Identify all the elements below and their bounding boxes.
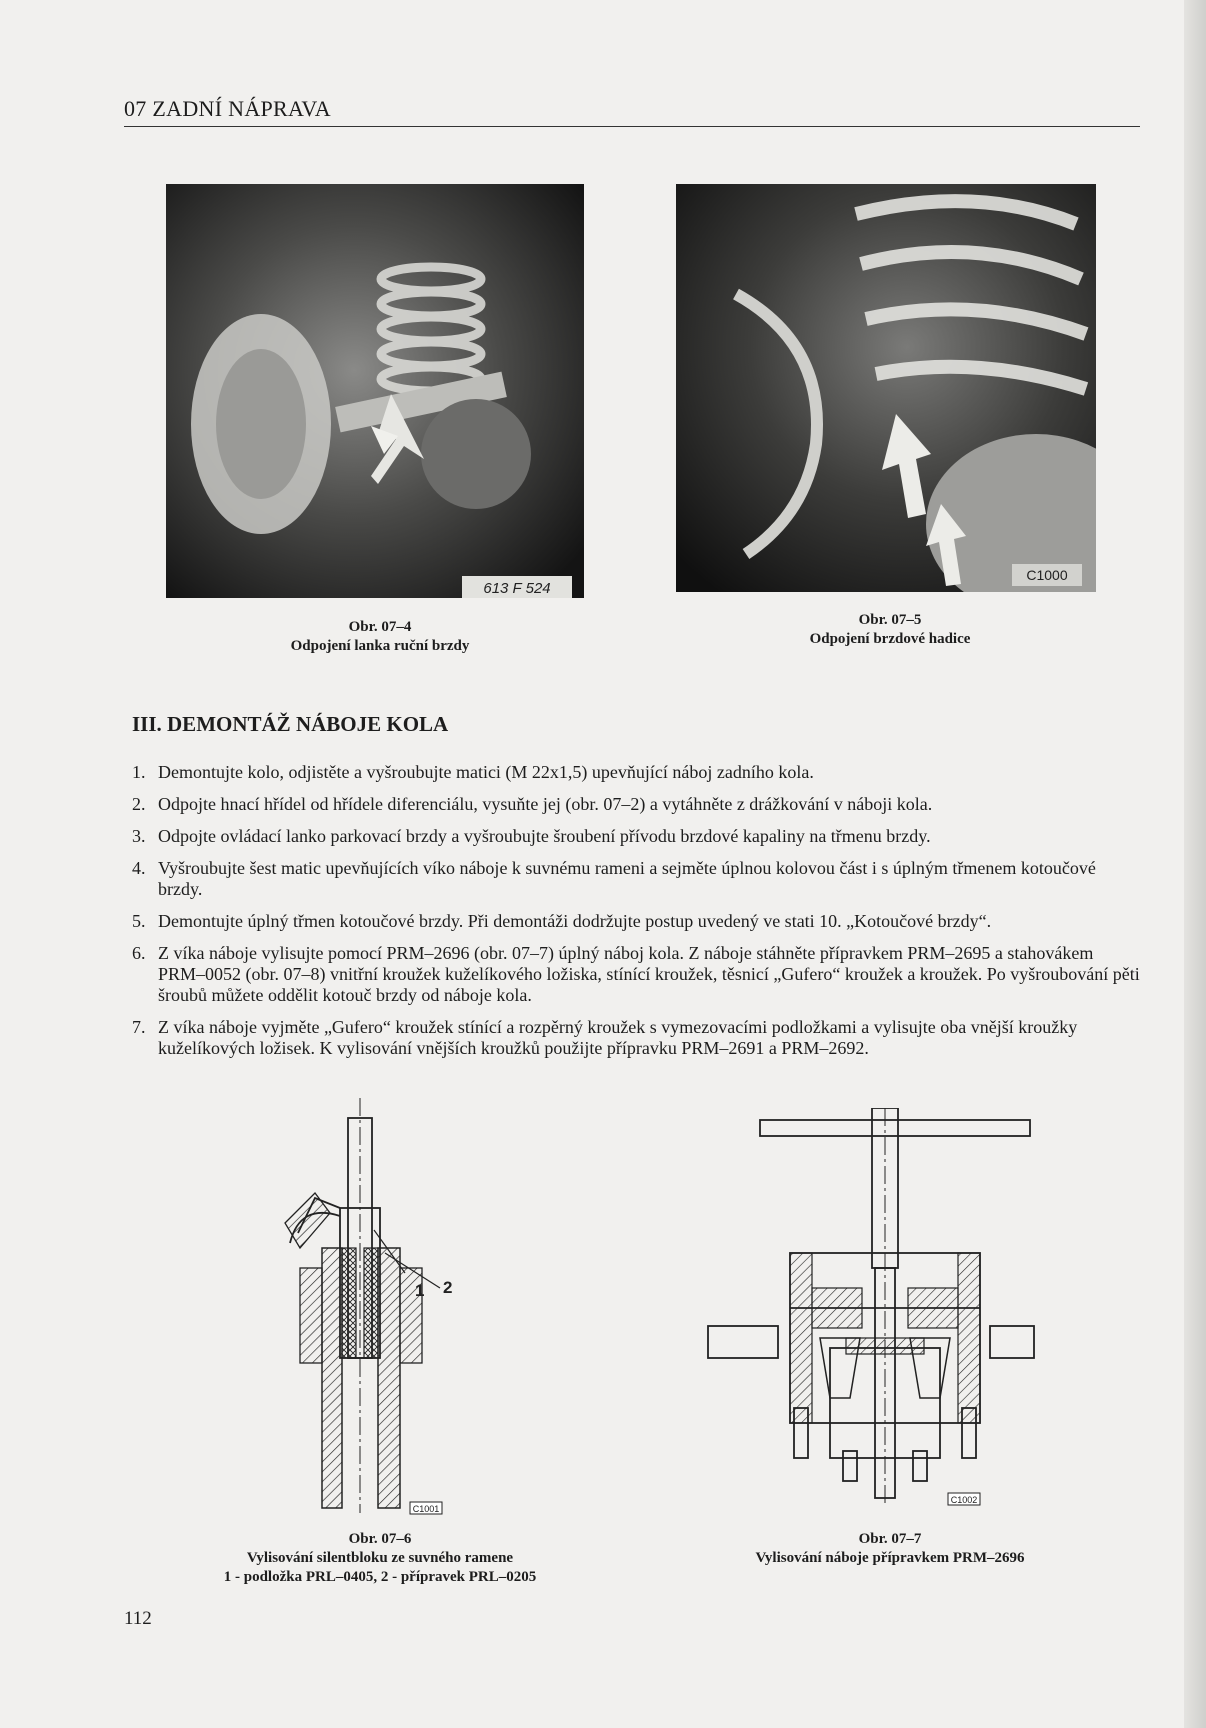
figure-caption-07-6: Vylisování silentbloku ze suvného ramene — [246, 1550, 514, 1566]
caption-fig-07-6 — [170, 1530, 590, 1587]
caption-fig-07-5 — [740, 611, 1040, 649]
header-title: 07 ZADNÍ NÁPRAVA — [124, 96, 331, 121]
drawing-code-07-6: C1001 — [412, 1504, 440, 1514]
photo-fig-07-5 — [676, 184, 1096, 592]
step-list — [132, 762, 1142, 1070]
list-item: 7. Z víka náboje vyjměte „Gufero“ kroužek stínící a rozpěrný kroužek s vymezovacími podložkami a vylisujte oba vnější kroužky kuželíkových ložisek. K vylisování vnějších kroužků použijte přípravku PRM–2691 a PRM–2692. — [132, 1017, 1078, 1058]
page-number: 112 — [124, 1608, 152, 1629]
drawing-code-07-7: C1002 — [950, 1495, 978, 1505]
figure-legend-07-6: 1 - podložka PRL–0405, 2 - přípravek PRL–0205 — [223, 1569, 537, 1585]
drawing-fig-07-6 — [260, 1098, 500, 1518]
photo-fig-07-4 — [166, 184, 584, 598]
photo-code-07-5: C1000 — [1026, 567, 1068, 583]
figure-caption-07-5: Odpojení brzdové hadice — [809, 631, 971, 647]
list-item: 3. Odpojte ovládací lanko parkovací brzdy a vyšroubujte šroubení přívodu brzdové kapaliny na třmenu brzdy. — [132, 826, 931, 846]
figure-number-07-4: Obr. 07–4 — [348, 619, 412, 635]
page-header — [124, 96, 1140, 127]
figure-number-07-6: Obr. 07–6 — [348, 1531, 412, 1547]
caption-fig-07-4 — [230, 618, 530, 656]
section-heading: III. DEMONTÁŽ NÁBOJE KOLA — [132, 712, 449, 736]
figure-caption-07-7: Vylisování náboje přípravkem PRM–2696 — [755, 1550, 1025, 1566]
list-item: 4. Vyšroubujte šest matic upevňujících víko náboje k suvnému rameni a sejměte úplnou kolovou část i s úplným třmenem kotoučové brzdy. — [132, 858, 1096, 899]
list-item: 1. Demontujte kolo, odjistěte a vyšroubujte matici (M 22x1,5) upevňující náboj zadního kola. — [132, 762, 814, 782]
page-edge — [1184, 0, 1206, 1728]
photo-code-07-4: 613 F 524 — [483, 580, 551, 597]
list-item: 6. Z víka náboje vylisujte pomocí PRM–2696 (obr. 07–7) úplný náboj kola. Z náboje stáhněte přípravkem PRM–2695 a stahovákem PRM–0052 (obr. 07–8) vnitřní kroužek kuželíkového ložiska, stínící kroužek, těsnicí „Gufero“ kroužek a kroužek. Po vyšroubování pěti šroubů můžete oddělit kotouč brzdy od náboje kola. — [132, 943, 1140, 1005]
drawing-label-2: 2 — [443, 1278, 453, 1297]
figure-number-07-5: Obr. 07–5 — [858, 612, 922, 628]
drawing-fig-07-7 — [700, 1108, 1040, 1508]
caption-fig-07-7 — [700, 1530, 1080, 1568]
list-item: 2. Odpojte hnací hřídel od hřídele diferenciálu, vysuňte jej (obr. 07–2) a vytáhněte z drážkování v náboji kola. — [132, 794, 933, 814]
figure-number-07-7: Obr. 07–7 — [858, 1531, 922, 1547]
figure-caption-07-4: Odpojení lanka ruční brzdy — [290, 638, 470, 654]
drawing-label-1: 1 — [415, 1281, 425, 1300]
list-item: 5. Demontujte úplný třmen kotoučové brzdy. Při demontáži dodržujte postup uvedený ve stati 10. „Kotoučové brzdy“. — [132, 911, 992, 931]
